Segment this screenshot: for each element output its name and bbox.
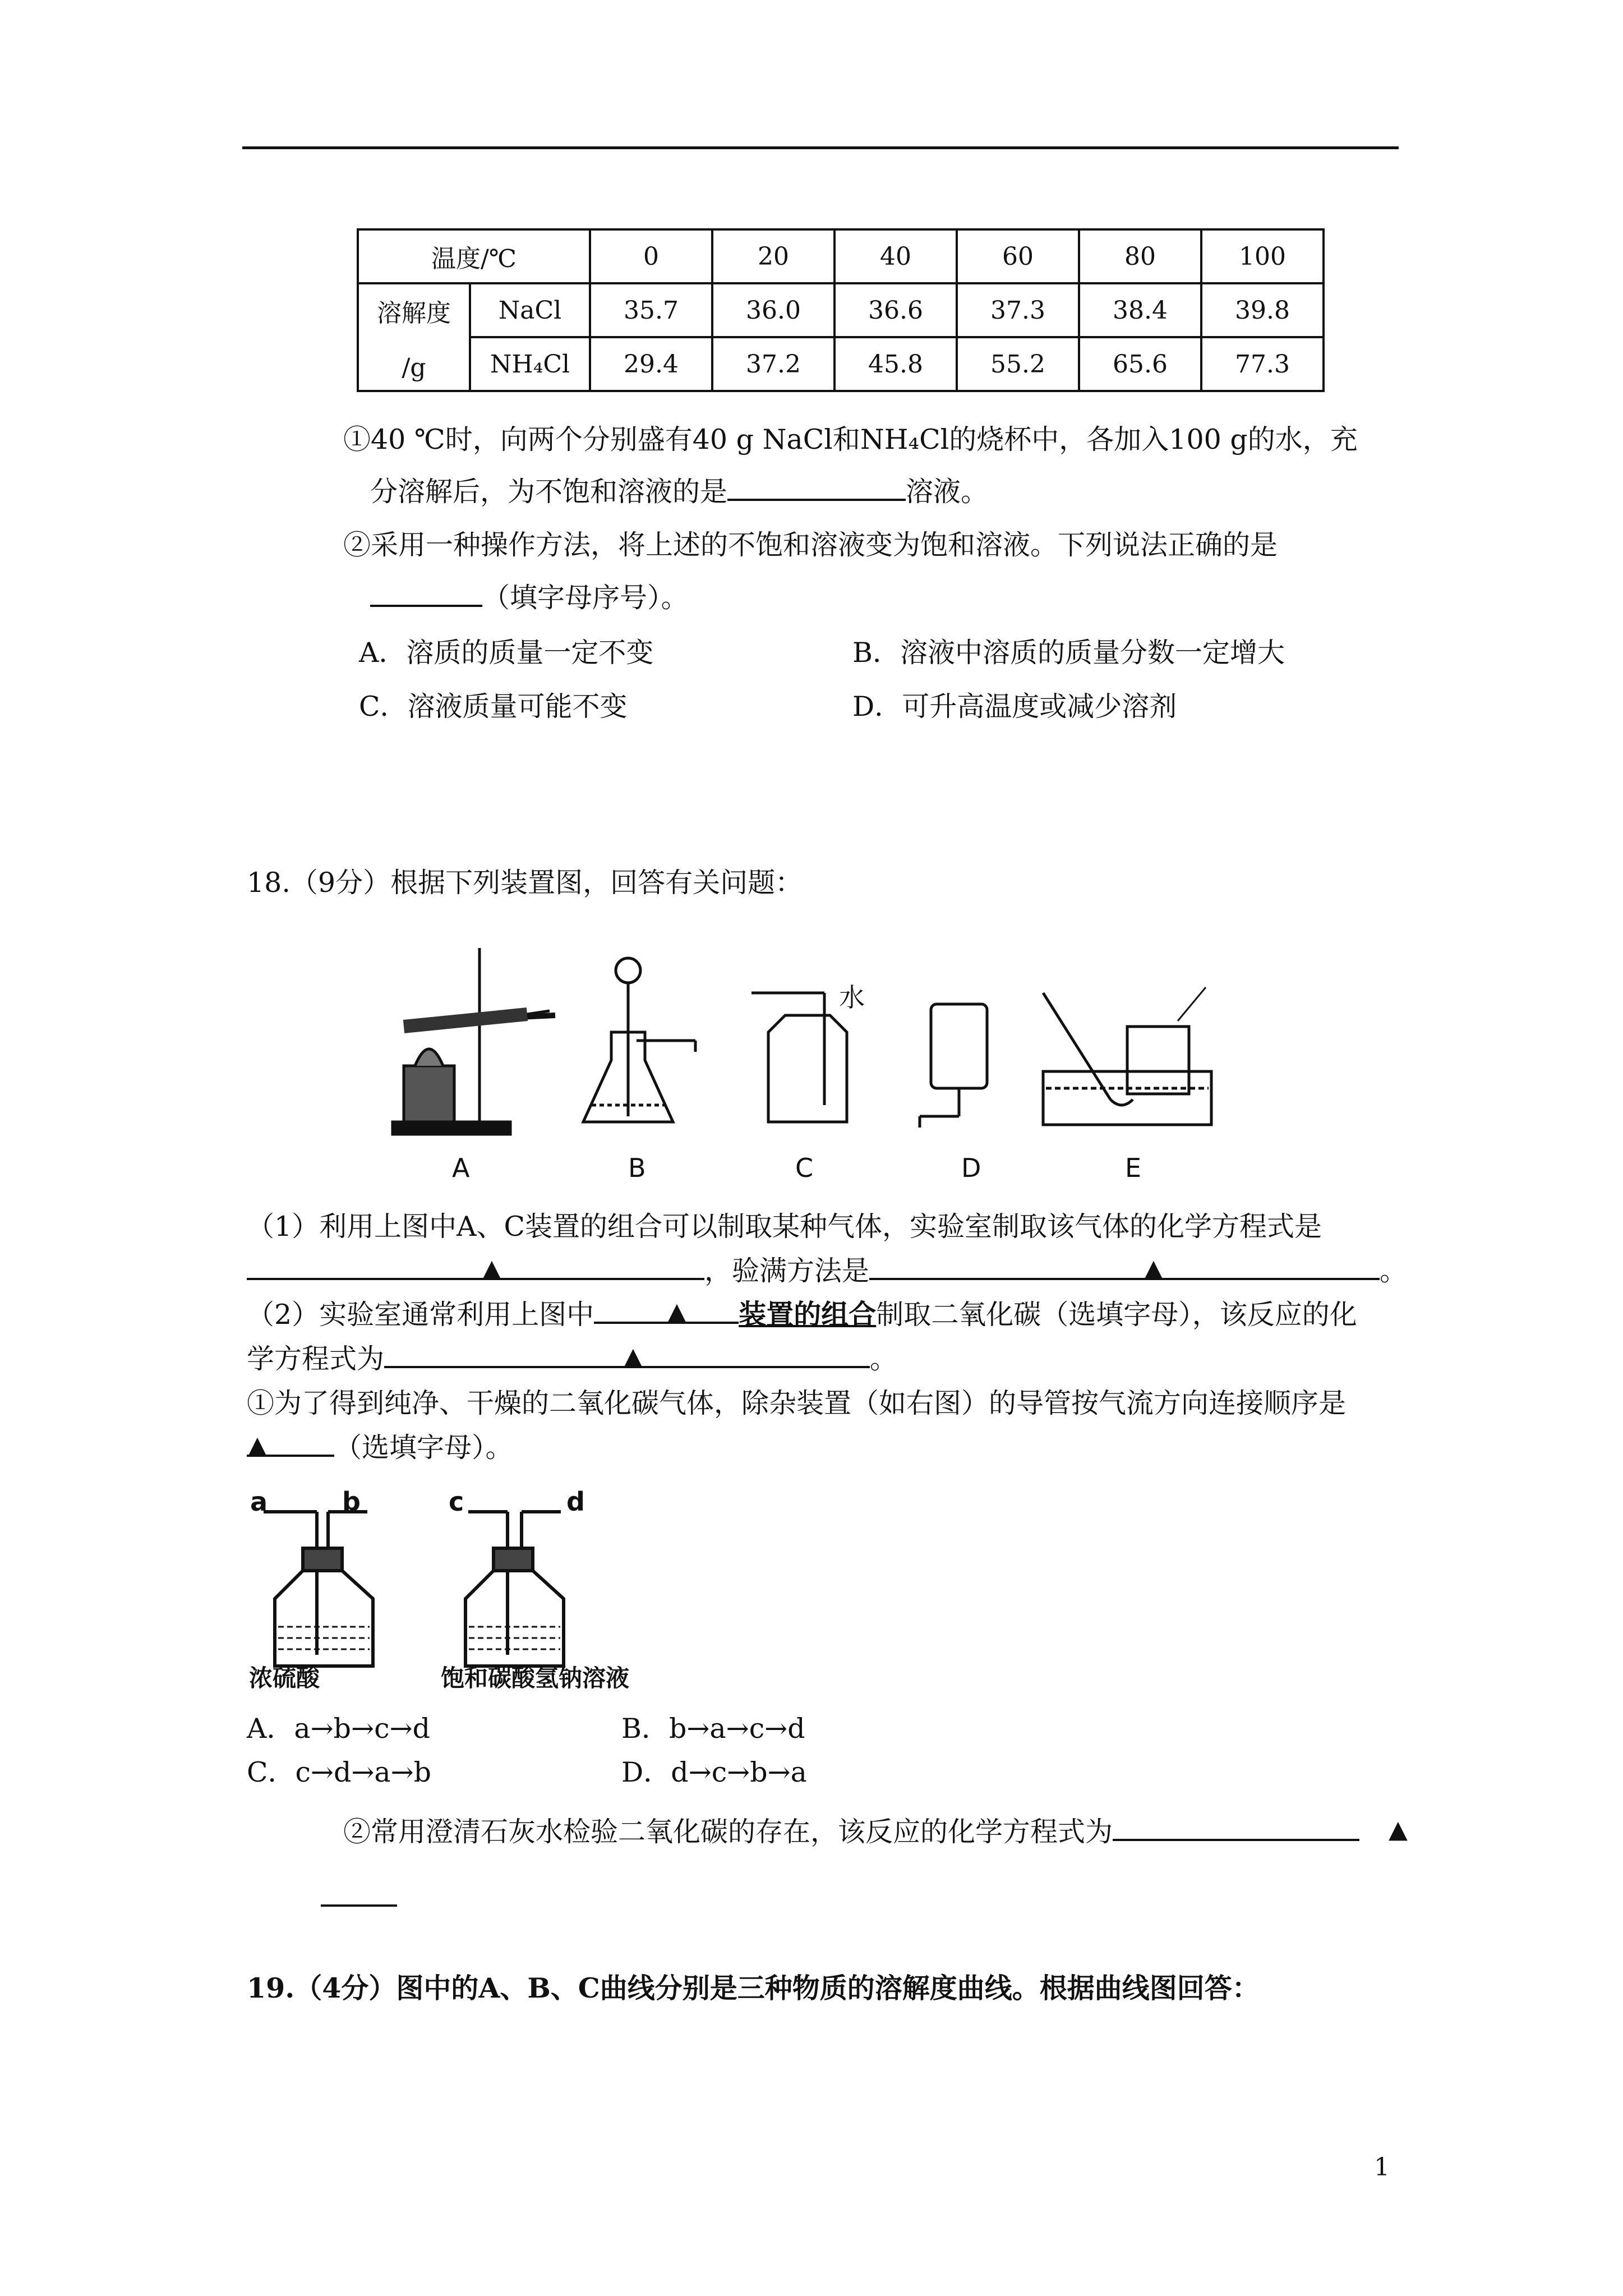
triangle-mark: ▲: [248, 1431, 267, 1460]
water-label: 水: [839, 982, 865, 1013]
q18-title: 18.（9分）根据下列装置图，回答有关问题：: [247, 867, 803, 899]
q18-s4-text: ②常用澄清石灰水检验二氧化碳的存在，该反应的化学方程式为: [343, 1816, 1113, 1848]
q17-p1-line1: ①40 ℃时，向两个分别盛有40 g NaCl和NH₄Cl的烧杯中，各加入100 g的水，充: [343, 424, 1358, 455]
q18-s2-line2: [247, 1341, 897, 1377]
q18-s1-line1: （1）利用上图中A、C装置的组合可以制取某种气体，实验室制取该气体的化学方程式是: [247, 1211, 1322, 1243]
q18-option-d: D．d→c→b→a: [621, 1756, 807, 1788]
row-label-cell: [358, 283, 470, 391]
label-d: D: [961, 1153, 981, 1183]
apparatus-e: [1043, 987, 1211, 1125]
label-e: E: [1125, 1153, 1142, 1183]
tube-label-c: c: [449, 1487, 464, 1517]
q18-s2-text: （2）实验室通常利用上图中: [247, 1299, 594, 1331]
table-header-cell: 80: [1079, 229, 1201, 283]
q17-option-b: B．溶液中溶质的质量分数一定增大: [852, 637, 1285, 669]
q18-s3-line1: ①为了得到纯净、干燥的二氧化碳气体，除杂装置（如右图）的导管按气流方向连接顺序是: [247, 1387, 1347, 1419]
row-label-top: 溶解度: [377, 298, 451, 328]
tube-label-b: b: [342, 1487, 361, 1517]
table-header-cell: 0: [590, 229, 712, 283]
q18-option-c: C．c→d→a→b: [247, 1756, 432, 1788]
q18-s2-line2-end: 。: [870, 1343, 898, 1375]
table-cell: 37.2: [712, 337, 834, 391]
triangle-mark: ▲: [482, 1254, 501, 1283]
q17-p1-line2: [370, 474, 988, 510]
apparatus-b: [583, 958, 695, 1122]
table-cell: 35.7: [590, 283, 712, 337]
table-header-cell: 60: [957, 229, 1079, 283]
label-b: B: [628, 1153, 646, 1183]
apparatus-d: [920, 1004, 987, 1128]
table-cell: 39.8: [1201, 283, 1324, 337]
table-header-cell: 100: [1201, 229, 1324, 283]
answer-blank[interactable]: [370, 580, 482, 607]
table-row: [358, 337, 1324, 391]
q17-p2-end: （填字母序号）。: [482, 582, 689, 614]
q17-option-d: D．可升高温度或减少溶剂: [852, 691, 1177, 723]
q18-s1-line2: [247, 1253, 1407, 1289]
header-rule: [242, 146, 1399, 149]
q17-p2-line1: ②采用一种操作方法，将上述的不饱和溶液变为饱和溶液。下列说法正确的是: [343, 529, 1278, 561]
substance-cell: NaCl: [470, 283, 590, 337]
table-header-cell: 40: [834, 229, 957, 283]
substance-cell: NH₄Cl: [470, 337, 590, 391]
q18-option-a: A．a→b→c→d: [247, 1713, 430, 1745]
answer-blank[interactable]: [1113, 1814, 1359, 1841]
tube-label-d: d: [566, 1487, 585, 1517]
table-cell: 37.3: [957, 283, 1079, 337]
bottle-2-caption: 饱和碳酸氢钠溶液: [441, 1664, 630, 1692]
q17-p2-line2: [370, 580, 689, 616]
table-cell: 36.6: [834, 283, 957, 337]
table-cell: 55.2: [957, 337, 1079, 391]
q18-s1-mid: ，验满方法是: [704, 1255, 870, 1287]
q18-option-b: B．b→a→c→d: [621, 1713, 805, 1745]
table-header-cell: 温度/℃: [358, 229, 590, 283]
q18-s2-bold: 装置的组合: [739, 1298, 877, 1331]
q18-s4-line1: [343, 1814, 1359, 1850]
answer-blank[interactable]: [247, 1253, 704, 1280]
triangle-mark: ▲: [624, 1342, 643, 1371]
table-cell: 65.6: [1079, 337, 1201, 391]
row-label-bottom: /g: [402, 353, 426, 382]
q18-s3-line2: [247, 1430, 513, 1466]
q18-s1-end: 。: [1380, 1255, 1408, 1287]
answer-blank-continued[interactable]: [321, 1904, 397, 1907]
table-cell: 36.0: [712, 283, 834, 337]
bottle-1-caption: 浓硫酸: [249, 1664, 320, 1692]
triangle-mark: ▲: [667, 1297, 686, 1326]
triangle-mark: ▲: [1144, 1254, 1163, 1283]
label-c: C: [795, 1153, 814, 1183]
wash-bottle-2: [465, 1512, 564, 1666]
solubility-table: [357, 228, 1325, 392]
q18-s3-end: （选填字母）。: [334, 1432, 513, 1464]
table-row: [358, 283, 1324, 337]
apparatus-a: [393, 948, 555, 1134]
apparatus-c: [751, 993, 847, 1122]
table-cell: 29.4: [590, 337, 712, 391]
answer-blank[interactable]: [727, 474, 906, 501]
q18-s2-text2: 制取二氧化碳（选填字母），该反应的化: [876, 1299, 1357, 1331]
page-number: 1: [1374, 2153, 1390, 2182]
table-cell: 77.3: [1201, 337, 1324, 391]
q17-option-a: A．溶质的质量一定不变: [359, 637, 654, 669]
table-cell: 45.8: [834, 337, 957, 391]
table-row: [358, 229, 1324, 283]
label-a: A: [452, 1153, 470, 1183]
q19-title: 19.（4分）图中的A、B、C曲线分别是三种物质的溶解度曲线。根据曲线图回答：: [247, 1972, 1260, 2004]
table-header-cell: 20: [712, 229, 834, 283]
q17-p1-end: 溶液。: [906, 476, 989, 508]
q18-s2-line1: [247, 1296, 1357, 1333]
answer-blank[interactable]: [594, 1297, 739, 1324]
tube-label-a: a: [250, 1487, 268, 1517]
q17-option-c: C．溶液质量可能不变: [359, 691, 628, 723]
answer-blank[interactable]: [869, 1253, 1380, 1280]
q18-s2-line2-text: 学方程式为: [247, 1343, 385, 1375]
wash-bottle-1: [264, 1512, 373, 1666]
q17-p1-text: 分溶解后，为不饱和溶液的是: [370, 476, 728, 508]
apparatus-figure: [381, 931, 1256, 1189]
triangle-mark: ▲: [1389, 1815, 1408, 1844]
table-cell: 38.4: [1079, 283, 1201, 337]
